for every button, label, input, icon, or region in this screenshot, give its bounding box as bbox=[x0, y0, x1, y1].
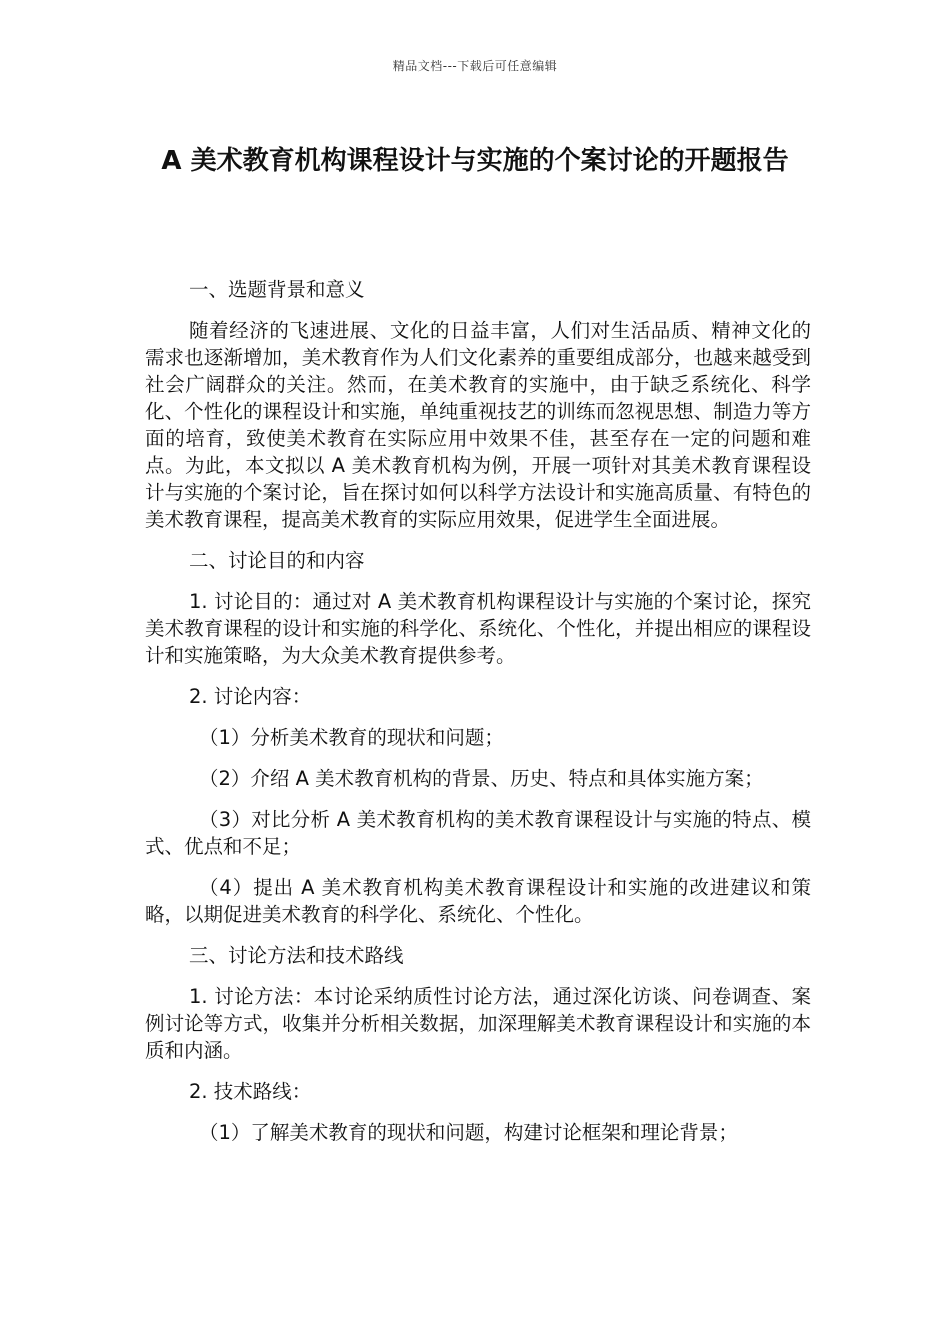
content-item-3: （3）对比分析 A 美术教育机构的美术教育课程设计与实施的特点、模式、优点和不足； bbox=[145, 808, 811, 858]
content-item-4: （4）提出 A 美术教育机构美术教育课程设计和实施的改进建议和策略，以期促进美术教育的科学化、系统化、个性化。 bbox=[145, 876, 811, 926]
content-item-1: （1）分析美术教育的现状和问题； bbox=[199, 726, 504, 749]
section-heading-purpose-content: 二、讨论目的和内容 bbox=[189, 549, 365, 572]
section-heading-background: 一、选题背景和意义 bbox=[189, 278, 365, 301]
header-note: 精品文档---下载后可任意编辑 bbox=[392, 59, 558, 73]
background-paragraph: 随着经济的飞速进展、文化的日益丰富，人们对生活品质、精神文化的需求也逐渐增加，美术教育作为人们文化素养的重要组成部分，也越来越受到社会广阔群众的关注。然而，在美术教育的实施中，由于缺乏系统化、科学化、个性化的课程设计和实施，单纯重视技艺的训练而忽视思想、制造力等方面的培育，致使美术教育在实际应用中效果不佳，甚至存在一定的问题和难点。为此，本文拟以 A 美术教育机构为例，开展一项针对其美术教育课程设计与实施的个案讨论，旨在探讨如何以科学方法设计和实施高质量、有特色的美术教育课程，提高美术教育的实际应用效果，促进学生全面进展。 bbox=[145, 319, 811, 531]
purpose-paragraph: 1. 讨论目的：通过对 A 美术教育机构课程设计与实施的个案讨论，探究美术教育课程的设计和实施的科学化、系统化、个性化，并提出相应的课程设计和实施策略，为大众美术教育提供参考。 bbox=[145, 590, 811, 667]
document-body bbox=[145, 276, 811, 1160]
content-label: 2. 讨论内容： bbox=[189, 685, 312, 708]
method-paragraph: 1. 讨论方法：本讨论采纳质性讨论方法，通过深化访谈、问卷调查、案例讨论等方式，收集并分析相关数据，加深理解美术教育课程设计和实施的本质和内涵。 bbox=[145, 985, 811, 1062]
route-label: 2. 技术路线： bbox=[189, 1080, 312, 1103]
content-item-2: （2）介绍 A 美术教育机构的背景、历史、特点和具体实施方案； bbox=[199, 767, 764, 790]
route-item-1: （1）了解美术教育的现状和问题，构建讨论框架和理论背景； bbox=[199, 1121, 738, 1144]
section-heading-method-route: 三、讨论方法和技术路线 bbox=[189, 944, 404, 967]
document-title: A 美术教育机构课程设计与实施的个案讨论的开题报告 bbox=[161, 146, 789, 176]
